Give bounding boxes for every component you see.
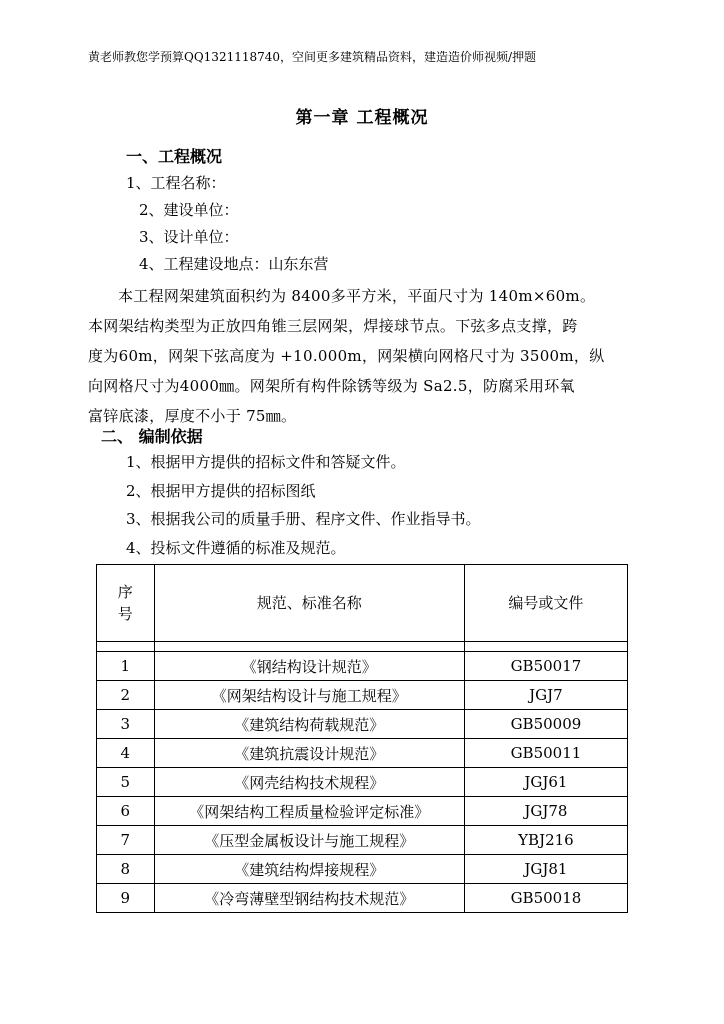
spacer-cell [97, 642, 155, 652]
section2-heading: 二、 编制依据 [101, 427, 203, 446]
description-line: 度为60m，网架下弦高度为 +10.000m，网架横向网格尺寸为 3500m，纵 [88, 347, 605, 365]
section1-heading: 一、工程概况 [126, 147, 223, 166]
design-unit-item: 3、设计单位： [139, 228, 239, 246]
table-row [97, 855, 628, 884]
cell-no: 9 [97, 884, 155, 913]
header-note: 黄老师教您学预算QQ1321118740，空间更多建筑精品资料，建造造价师视频/押题 [88, 50, 537, 64]
cell-no: 8 [97, 855, 155, 884]
header-no [97, 565, 155, 642]
spacer-cell [464, 642, 627, 652]
cell-code: JGJ7 [464, 681, 627, 710]
cell-no: 6 [97, 797, 155, 826]
table-spacer-row [97, 642, 628, 652]
cell-code: JGJ81 [464, 855, 627, 884]
cell-name: 《建筑结构焊接规程》 [154, 855, 464, 884]
basis-item: 1、根据甲方提供的招标文件和答疑文件。 [126, 453, 406, 471]
header-no-line2: 号 [117, 605, 133, 623]
cell-name: 《网架结构工程质量检验评定标准》 [154, 797, 464, 826]
table-row [97, 652, 628, 681]
cell-no: 3 [97, 710, 155, 739]
cell-name: 《建筑抗震设计规范》 [154, 739, 464, 768]
cell-no: 2 [97, 681, 155, 710]
cell-code: GB50018 [464, 884, 627, 913]
cell-code: JGJ78 [464, 797, 627, 826]
cell-name: 《建筑结构荷载规范》 [154, 710, 464, 739]
table-row [97, 710, 628, 739]
table-row [97, 826, 628, 855]
header-no-line1: 序 [117, 583, 133, 601]
cell-name: 《网架结构设计与施工规程》 [154, 681, 464, 710]
header-code: 编号或文件 [464, 565, 627, 642]
cell-no: 1 [97, 652, 155, 681]
standards-table [96, 564, 628, 913]
description-line: 向网格尺寸为4000㎜。网架所有构件除锈等级为 Sa2.5，防腐采用环氧 [88, 377, 575, 395]
cell-name: 《压型金属板设计与施工规程》 [154, 826, 464, 855]
basis-item: 3、根据我公司的质量手册、程序文件、作业指导书。 [126, 510, 481, 528]
project-name-item: 1、工程名称： [126, 174, 226, 192]
table-row [97, 768, 628, 797]
header-name: 规范、标准名称 [154, 565, 464, 642]
description-line: 本工程网架建筑面积约为 8400多平方米，平面尺寸为 140m×60m。 [118, 287, 596, 305]
table-header-row [97, 565, 628, 642]
location-item: 4、工程建设地点：山东东营 [139, 255, 329, 273]
table-row [97, 681, 628, 710]
table-row [97, 739, 628, 768]
cell-name: 《冷弯薄壁型钢结构技术规范》 [154, 884, 464, 913]
cell-no: 4 [97, 739, 155, 768]
cell-code: GB50009 [464, 710, 627, 739]
cell-name: 《钢结构设计规范》 [154, 652, 464, 681]
owner-unit-item: 2、建设单位： [139, 201, 239, 219]
basis-item: 2、根据甲方提供的招标图纸 [126, 482, 316, 500]
cell-code: JGJ61 [464, 768, 627, 797]
cell-no: 7 [97, 826, 155, 855]
basis-item: 4、投标文件遵循的标准及规范。 [126, 539, 346, 557]
project-description [88, 281, 648, 431]
spacer-cell [154, 642, 464, 652]
cell-code: YBJ216 [464, 826, 627, 855]
cell-code: GB50011 [464, 739, 627, 768]
cell-no: 5 [97, 768, 155, 797]
table-row [97, 884, 628, 913]
description-line: 本网架结构类型为正放四角锥三层网架，焊接球节点。下弦多点支撑，跨 [88, 317, 578, 335]
cell-code: GB50017 [464, 652, 627, 681]
cell-name: 《网壳结构技术规程》 [154, 768, 464, 797]
table-row [97, 797, 628, 826]
chapter-title: 第一章 工程概况 [295, 108, 429, 128]
description-line: 富锌底漆，厚度不小于 75㎜。 [88, 407, 297, 425]
